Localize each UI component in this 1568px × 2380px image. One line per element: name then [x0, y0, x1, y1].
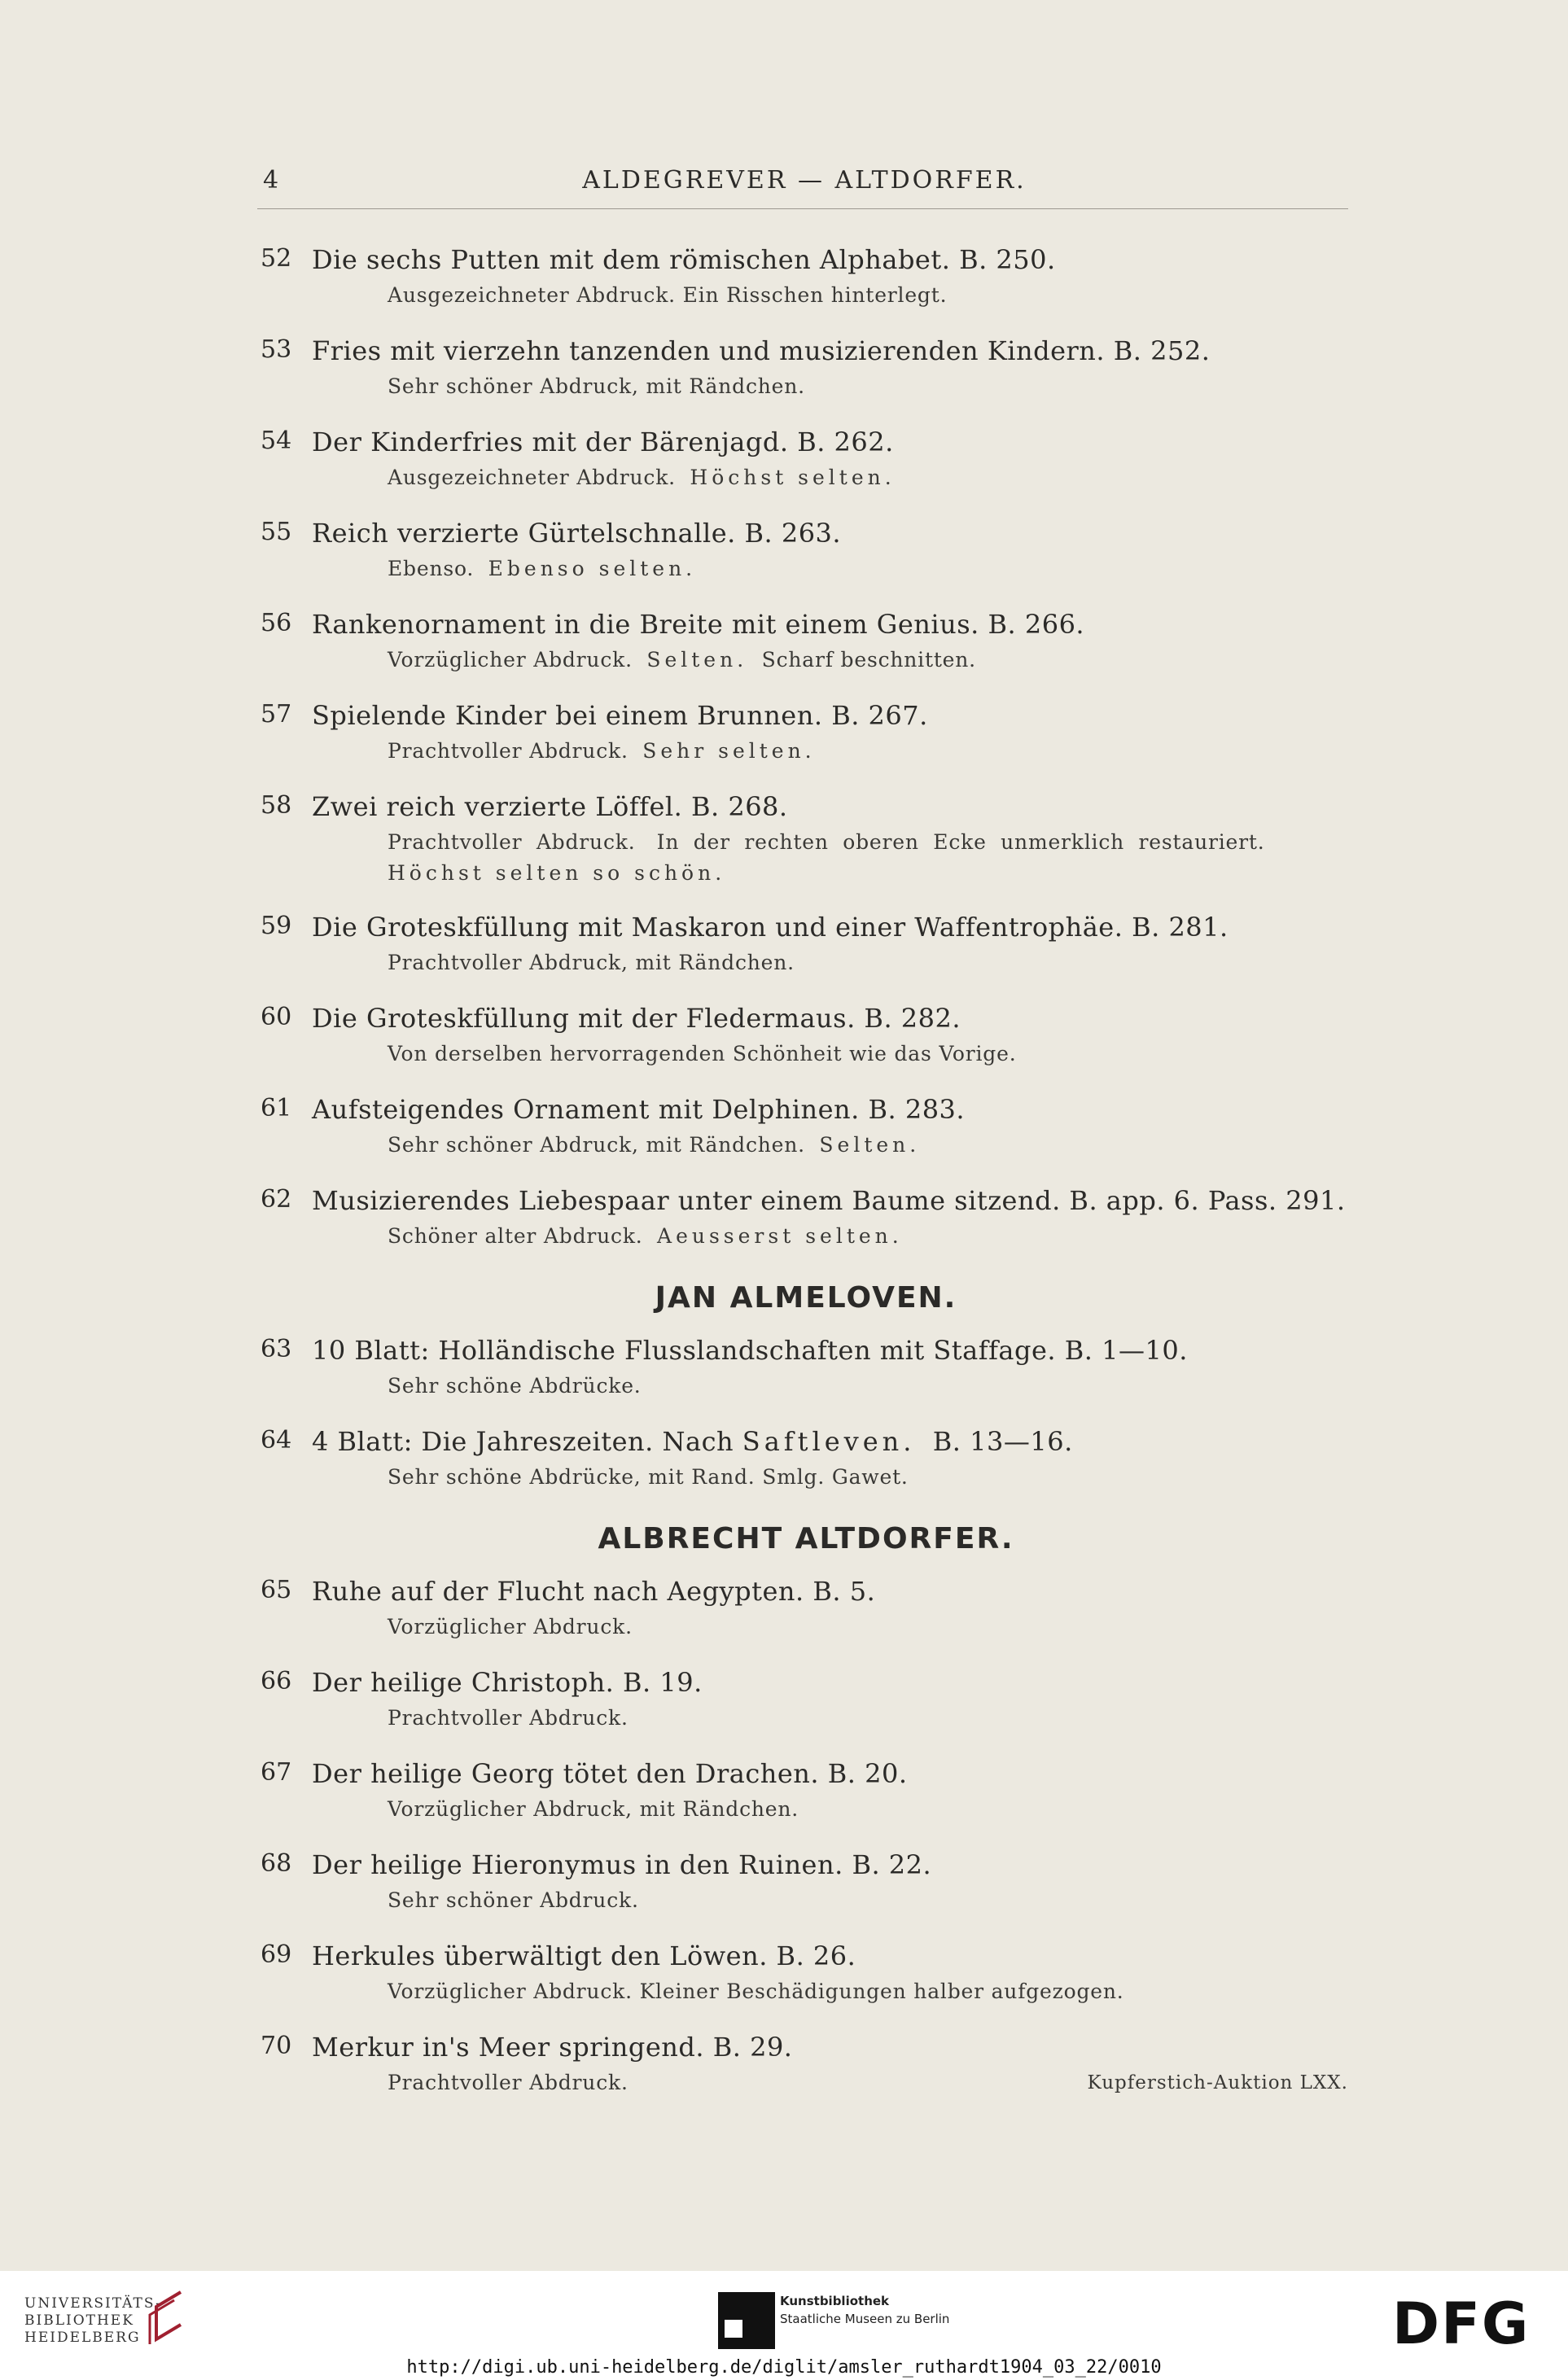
lot-number: 52 [261, 244, 292, 273]
lot-number: 63 [261, 1335, 292, 1363]
lot-entry [261, 1576, 1351, 1667]
lot-title: Die Groteskfüllung mit Maskaron und einer Waffentrophäe. B. 281. [312, 912, 1229, 943]
lot-note: Schöner alter Abdruck. Aeusserst selten. [388, 1224, 903, 1248]
lot-number: 60 [261, 1003, 292, 1031]
lot-number: 55 [261, 518, 292, 546]
lot-entry [261, 1003, 1351, 1094]
lot-note: Ebenso. Ebenso selten. [388, 557, 697, 580]
catalogue-list [261, 244, 1351, 2123]
lot-note: Vorzüglicher Abdruck. [388, 1615, 633, 1638]
lot-title: Die Groteskfüllung mit der Fledermaus. B. 282. [312, 1003, 961, 1034]
lot-note: Sehr schöner Abdruck, mit Rändchen. Selten. [388, 1133, 921, 1157]
dfg-logo: DFG [1392, 2290, 1531, 2357]
lot-entry [261, 791, 1351, 912]
header-rule [257, 208, 1348, 209]
lot-note: Prachtvoller Abdruck, mit Rändchen. [388, 951, 795, 974]
lot-note: Prachtvoller Abdruck. In der rechten oberen Ecke unmerklich restauriert. [388, 830, 1265, 854]
lot-title: Herkules überwältigt den Löwen. B. 26. [312, 1940, 856, 1971]
lot-number: 64 [261, 1426, 292, 1455]
lot-number: 57 [261, 700, 292, 728]
kunstbibliothek-logo-icon [718, 2292, 775, 2349]
lot-number: 59 [261, 912, 292, 940]
lot-entry [261, 335, 1351, 427]
lot-note: Sehr schöner Abdruck, mit Rändchen. [388, 374, 805, 398]
lot-title: 4 Blatt: Die Jahreszeiten. Nach Saftleven. B. 13—16. [312, 1426, 1073, 1457]
lot-title: Rankenornament in die Breite mit einem Genius. B. 266. [312, 609, 1085, 640]
lot-note: Sehr schöne Abdrücke, mit Rand. Smlg. Gawet. [388, 1465, 909, 1489]
lot-number: 56 [261, 609, 292, 637]
lot-title: Ruhe auf der Flucht nach Aegypten. B. 5. [312, 1576, 876, 1607]
lot-note: Von derselben hervorragenden Schönheit wie das Vorige. [388, 1042, 1017, 1065]
lot-entry [261, 518, 1351, 609]
lot-note: Prachtvoller Abdruck. Sehr selten. [388, 739, 816, 763]
lot-number: 61 [261, 1094, 292, 1122]
university-library-name: UNIVERSITÄTS- BIBLIOTHEK HEIDELBERG [24, 2295, 162, 2346]
lot-entry [261, 244, 1351, 335]
lot-entry [261, 1185, 1351, 1276]
source-url[interactable]: http://digi.ub.uni-heidelberg.de/diglit/amsler_ruthardt1904_03_22/0010 [406, 2357, 1162, 2378]
lot-note: Sehr schöne Abdrücke. [388, 1374, 642, 1398]
lot-title: Der Kinderfries mit der Bärenjagd. B. 262. [312, 427, 894, 457]
lot-title: Der heilige Christoph. B. 19. [312, 1667, 703, 1698]
lot-note: Vorzüglicher Abdruck. Selten. Scharf beschnitten. [388, 648, 976, 672]
lot-title: Fries mit vierzehn tanzenden und musizierenden Kindern. B. 252. [312, 335, 1211, 366]
lot-title: Merkur in's Meer springend. B. 29. [312, 2032, 793, 2063]
lot-note: Sehr schöner Abdruck. [388, 1888, 639, 1912]
lot-number: 67 [261, 1758, 292, 1787]
lot-entry [261, 1849, 1351, 1940]
lot-entry [261, 912, 1351, 1003]
lot-entry [261, 1335, 1351, 1426]
lot-note: Vorzüglicher Abdruck. Kleiner Beschädigungen halber aufgezogen. [388, 1980, 1124, 2003]
lot-title: Musizierendes Liebespaar unter einem Baume sitzend. B. app. 6. Pass. 291. [312, 1185, 1346, 1216]
lot-title: Die sechs Putten mit dem römischen Alphabet. B. 250. [312, 244, 1056, 275]
lot-number: 70 [261, 2032, 292, 2060]
page-number: 4 [263, 166, 280, 195]
lot-note: Vorzüglicher Abdruck, mit Rändchen. [388, 1797, 799, 1821]
lot-title: Der heilige Hieronymus in den Ruinen. B. 22. [312, 1849, 932, 1880]
section-heading-jan-almeloven: JAN ALMELOVEN. [655, 1281, 957, 1315]
lot-note: Ausgezeichneter Abdruck. Ein Risschen hinterlegt. [388, 283, 948, 307]
lot-number: 58 [261, 791, 292, 820]
lot-entry [261, 700, 1351, 791]
lot-entry [261, 1940, 1351, 2032]
lot-number: 69 [261, 1940, 292, 1969]
kunstbibliothek-label: Kunstbibliothek Staatliche Museen zu Berlin [780, 2294, 950, 2326]
catalogue-footer: Kupferstich-Auktion LXX. [1087, 2072, 1348, 2093]
lot-title: Zwei reich verzierte Löffel. B. 268. [312, 791, 788, 822]
digitization-bar [0, 2271, 1568, 2380]
lot-entry [261, 1758, 1351, 1849]
page-header [263, 166, 1346, 207]
lot-entry [261, 427, 1351, 518]
lot-number: 66 [261, 1667, 292, 1695]
lot-number: 65 [261, 1576, 292, 1604]
lot-title: Der heilige Georg tötet den Drachen. B. 20. [312, 1758, 908, 1789]
lot-title: Spielende Kinder bei einem Brunnen. B. 267. [312, 700, 928, 731]
lot-note: Ausgezeichneter Abdruck. Höchst selten. [388, 466, 896, 489]
lot-note: Prachtvoller Abdruck. [388, 2071, 629, 2094]
lot-number: 68 [261, 1849, 292, 1878]
running-title: ALDEGREVER — ALTDORFER. [582, 166, 1027, 195]
lot-title: 10 Blatt: Holländische Flusslandschaften mit Staffage. B. 1—10. [312, 1335, 1188, 1366]
lot-note: Prachtvoller Abdruck. [388, 1706, 629, 1730]
lot-number: 53 [261, 335, 292, 364]
university-logo-icon [140, 2289, 186, 2346]
lot-title: Aufsteigendes Ornament mit Delphinen. B. 283. [312, 1094, 966, 1125]
lot-number: 62 [261, 1185, 292, 1214]
lot-entry [261, 609, 1351, 700]
lot-title: Reich verzierte Gürtelschnalle. B. 263. [312, 518, 842, 549]
lot-entry [261, 1667, 1351, 1758]
lot-entry [261, 1426, 1351, 1517]
lot-number: 54 [261, 427, 292, 455]
lot-entry [261, 1094, 1351, 1185]
section-heading-albrecht-altdorfer: ALBRECHT ALTDORFER. [598, 1522, 1014, 1555]
lot-note-continued: Höchst selten so schön. [388, 861, 726, 885]
